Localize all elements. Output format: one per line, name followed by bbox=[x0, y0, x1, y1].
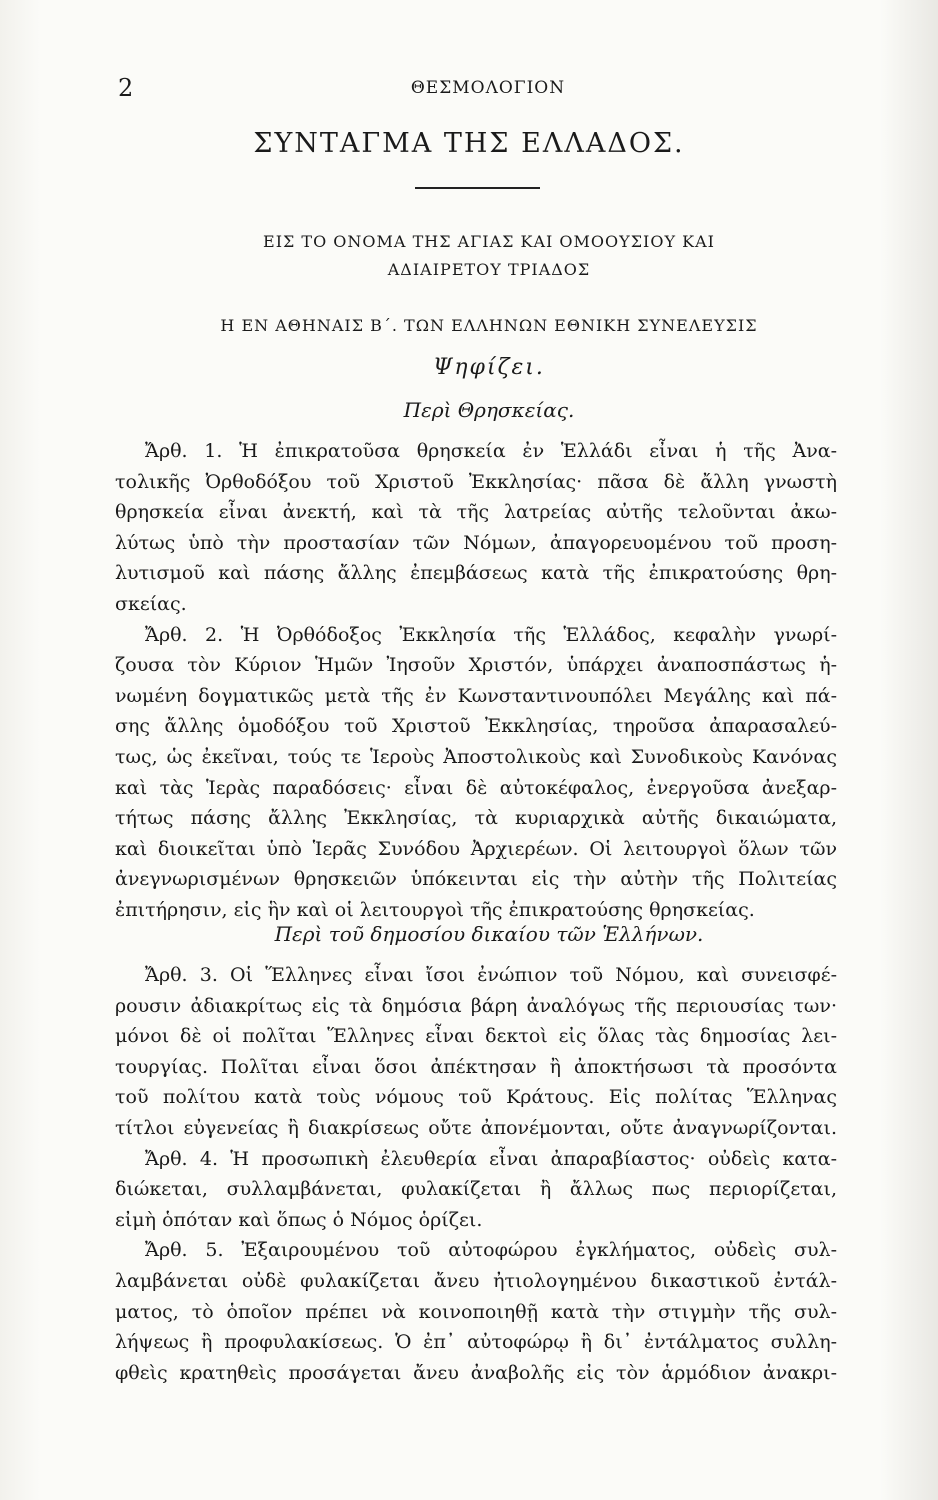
section-public-law-text bbox=[115, 960, 837, 1388]
text-line: σης ἄλλης ὁμοδόξου τοῦ Χριστοῦ Ἐκκλησίας, τηροῦσα ἀπαρασαλεύ- bbox=[115, 715, 837, 738]
text-line: θρησκεία εἶναι ἀνεκτή, καὶ τὰ τῆς λατρείας αὐτῆς τελοῦνται ἀκω- bbox=[115, 501, 837, 524]
text-line: Ἄρθ. 2. Ἡ Ὀρθόδοξος Ἐκκλησία τῆς Ἑλλάδος, κεφαλὴν γνωρί- bbox=[145, 623, 837, 646]
text-line: τολικῆς Ὀρθοδόξου τοῦ Χριστοῦ Ἐκκλησίας· πᾶσα δὲ ἄλλη γνωστὴ bbox=[115, 470, 837, 493]
text-line: λυτισμοῦ καὶ πάσης ἄλλης ἐπεμβάσεως κατὰ τῆς ἐπικρατούσης θρη- bbox=[115, 562, 837, 585]
text-line: εἰμὴ ὁπόταν καὶ ὅπως ὁ Νόμος ὁρίζει. bbox=[115, 1208, 483, 1231]
text-line: νωμένη δογματικῶς μετὰ τῆς ἐν Κωνσταντινουπόλει Μεγάλης καὶ πά- bbox=[115, 684, 837, 707]
text-line: Ἄρθ. 4. Ἡ προσωπικὴ ἐλευθερία εἶναι ἀπαραβίαστος· οὐδεὶς κατα- bbox=[145, 1147, 837, 1170]
text-line: τουργίας. Πολῖται εἶναι ὅσοι ἀπέκτησαν ἢ ἀποκτήσωσι τὰ προσόντα bbox=[115, 1055, 837, 1078]
text-line: τίτλοι εὐγενείας ἢ διακρίσεως οὔτε ἀπονέμονται, οὔτε ἀναγνωρίζονται. bbox=[115, 1116, 837, 1139]
invocation bbox=[120, 228, 858, 284]
running-title: ΘΕΣΜΟΛΟΓΙΟΝ bbox=[410, 78, 566, 98]
text-line: μόνοι δὲ οἱ πολῖται Ἕλληνες εἶναι δεκτοὶ εἰς ὅλας τὰς δημοσίας λει- bbox=[115, 1025, 837, 1048]
text-line: φθεὶς κρατηθεὶς προσάγεται ἄνευ ἀναβολῆς εἰς τὸν ἁρμόδιον ἀνακρι- bbox=[115, 1361, 837, 1384]
text-line: καὶ τὰς Ἱερὰς παραδόσεις· εἶναι δὲ αὐτοκέφαλος, ἐνεργοῦσα ἀνεξαρ- bbox=[115, 776, 837, 799]
text-line: ζουσα τὸν Κύριον Ἡμῶν Ἰησοῦν Χριστόν, ὑπάρχει ἀναποσπάστως ἡ- bbox=[115, 654, 837, 677]
text-line: ματος, τὸ ὁποῖον πρέπει νὰ κοινοποιηθῇ κατὰ τὴν στιγμὴν τῆς συλ- bbox=[115, 1300, 837, 1323]
text-line: σκείας. bbox=[115, 592, 187, 615]
text-line: καὶ διοικεῖται ὑπὸ Ἱερᾶς Συνόδου Ἀρχιερέων. Οἱ λειτουργοὶ ὅλων τῶν bbox=[115, 837, 837, 860]
text-line: ἀνεγνωρισμένων θρησκειῶν ὑπόκεινται εἰς τὴν αὐτὴν τῆς Πολιτείας bbox=[115, 868, 837, 891]
decrees-line: Ψηφίζει. bbox=[433, 355, 545, 380]
invocation-line-1: ΕΙΣ ΤΟ ΟΝΟΜΑ ΤΗΣ ΑΓΙΑΣ ΚΑΙ ΟΜΟΟΥΣΙΟΥ ΚΑΙ bbox=[263, 232, 715, 251]
running-head bbox=[118, 74, 858, 104]
text-line: διώκεται, συλλαμβάνεται, φυλακίζεται ἢ ἄλλως πως περιορίζεται, bbox=[115, 1178, 837, 1201]
text-line: ρουσιν ἀδιακρίτως εἰς τὰ δημόσια βάρη ἀναλόγως τῆς περιουσίας των· bbox=[115, 994, 837, 1017]
section-heading-religion: Περὶ Θρησκείας. bbox=[403, 398, 575, 422]
document-title: ΣΥΝΤΑΓΜΑ ΤΗΣ ΕΛΛΑΔΟΣ. bbox=[253, 128, 685, 159]
text-line: λαμβάνεται οὐδὲ φυλακίζεται ἄνευ ἠτιολογημένου δικαστικοῦ ἐντάλ- bbox=[115, 1269, 837, 1292]
text-line: λήψεως ἢ προφυλακίσεως. Ὁ ἐπ᾽ αὐτοφώρῳ ἢ δι᾽ ἐντάλματος συλλη- bbox=[115, 1331, 837, 1354]
text-line: Ἄρθ. 1. Ἡ ἐπικρατοῦσα θρησκεία ἐν Ἑλλάδι εἶναι ἡ τῆς Ἀνα- bbox=[145, 440, 837, 462]
text-line: τως, ὡς ἐκεῖναι, τούς τε Ἱεροὺς Ἀποστολικοὺς καὶ Συνοδικοὺς Κανόνας bbox=[115, 745, 837, 768]
page-number: 2 bbox=[118, 74, 134, 102]
invocation-line-2: ΑΔΙΑΙΡΕΤΟΥ ΤΡΙΑΔΟΣ bbox=[387, 260, 591, 279]
text-line: Ἄρθ. 3. Οἱ Ἕλληνες εἶναι ἴσοι ἐνώπιον τοῦ Νόμου, καὶ συνεισφέ- bbox=[145, 964, 837, 986]
text-line: ἐπιτήρησιν, εἰς ἣν καὶ οἱ λειτουργοὶ τῆς ἐπικρατούσης θρησκείας. bbox=[115, 898, 755, 921]
text-line: λύτως ὑπὸ τὴν προστασίαν τῶν Νόμων, ἀπαγορευομένου τοῦ προση- bbox=[115, 531, 837, 554]
section-heading-public-law: Περὶ τοῦ δημοσίου δικαίου τῶν Ἑλλήνων. bbox=[274, 922, 704, 946]
text-line: τήτως πάσης ἄλλης Ἐκκλησίας, τὰ κυριαρχικὰ αὐτῆς δικαιώματα, bbox=[115, 807, 837, 830]
text-line: τοῦ πολίτου κατὰ τοὺς νόμους τοῦ Κράτους. Εἰς πολίτας Ἕλληνας bbox=[115, 1086, 837, 1109]
section-religion-text bbox=[115, 436, 837, 926]
text-line: Ἄρθ. 5. Ἐξαιρουμένου τοῦ αὐτοφώρου ἐγκλήματος, οὐδεὶς συλ- bbox=[145, 1239, 837, 1262]
title-divider bbox=[415, 187, 540, 189]
assembly-heading: Η ΕΝ ΑΘΗΝΑΙΣ Β΄. ΤΩΝ ΕΛΛΗΝΩΝ ΕΘΝΙΚΗ ΣΥΝΕΛΕΥΣΙΣ bbox=[220, 316, 758, 335]
